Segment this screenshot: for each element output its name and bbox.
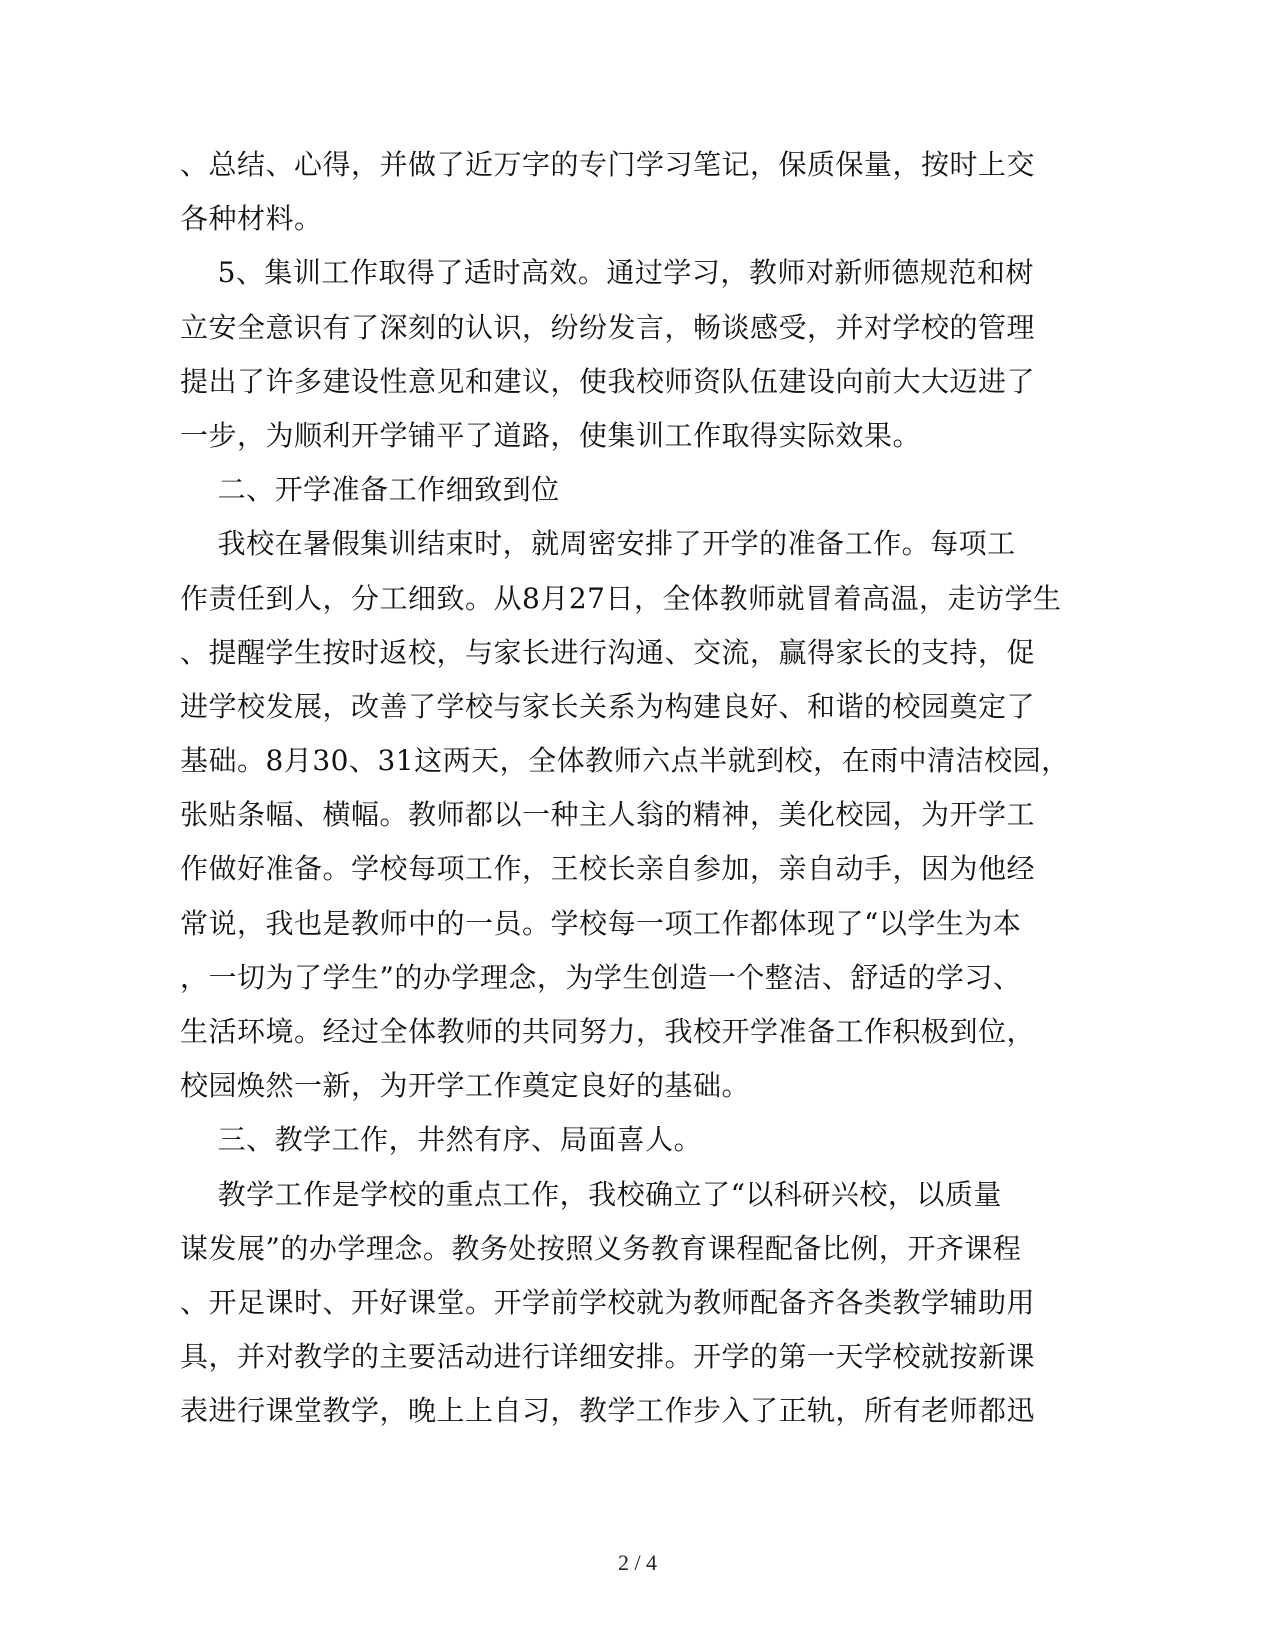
text-line: ，一切为了学生”的办学理念，为学生创造一个整洁、舒适的学习、 [180, 960, 1022, 994]
text-line: 进学校发展，改善了学校与家长关系为构建良好、和谐的校园奠定了 [180, 689, 1036, 723]
text-line: 立安全意识有了深刻的认识，纷纷发言，畅谈感受，并对学校的管理 [180, 310, 1036, 344]
text-line: 具，并对教学的主要活动进行详细安排。开学的第一天学校就按新课 [180, 1340, 1036, 1374]
text-line: 、开足课时、开好课堂。开学前学校就为教师配备齐各类教学辅助用 [180, 1285, 1036, 1319]
text-line: 校园焕然一新，为开学工作奠定良好的基础。 [180, 1069, 751, 1103]
text-line: 生活环境。经过全体教师的共同努力，我校开学准备工作积极到位， [180, 1015, 1036, 1048]
text-line: 教学工作是学校的重点工作，我校确立了“以科研兴校，以质量 [180, 1177, 1002, 1211]
text-line: 一步，为顺利开学铺平了道路，使集训工作取得实际效果。 [180, 418, 922, 452]
text-line: 、提醒学生按时返校，与家长进行沟通、交流，赢得家长的支持，促 [180, 635, 1036, 669]
text-line: 作做好准备。学校每项工作，王校长亲自参加，亲自动手，因为他经 [180, 852, 1036, 886]
text-line: 5、集训工作取得了适时高效。通过学习，教师对新师德规范和树 [180, 256, 1034, 290]
text-line: 张贴条幅、横幅。教师都以一种主人翁的精神，美化校园，为开学工 [180, 798, 1036, 832]
text-line: 各种材料。 [180, 202, 323, 236]
text-line: 、总结、心得，并做了近万字的专门学习笔记，保质保量，按时上交 [180, 148, 1036, 181]
section-heading: 二、开学准备工作细致到位 [180, 473, 560, 507]
text-line: 提出了许多建设性意见和建议，使我校师资队伍建设向前大大迈进了 [180, 364, 1036, 398]
text-line: 我校在暑假集训结束时，就周密安排了开学的准备工作。每项工 [180, 527, 1016, 561]
text-line: 谋发展”的办学理念。教务处按照义务教育课程配备比例，开齐课程 [180, 1231, 1022, 1265]
text-line: 常说，我也是教师中的一员。学校每一项工作都体现了“以学生为本 [180, 906, 1022, 940]
text-line: 表进行课堂教学，晚上上自习，教学工作步入了正轨，所有老师都迅 [180, 1394, 1036, 1428]
text-line: 基础。8月30、31这两天，全体教师六点半就到校，在雨中清洁校园， [180, 744, 1070, 778]
page-number: 2 / 4 [617, 1550, 658, 1575]
text-line: 作责任到人，分工细致。从8月27日，全体教师就冒着高温，走访学生 [180, 581, 1062, 615]
document-body [180, 138, 1070, 1439]
section-heading: 三、教学工作，井然有序、局面喜人。 [180, 1123, 703, 1157]
